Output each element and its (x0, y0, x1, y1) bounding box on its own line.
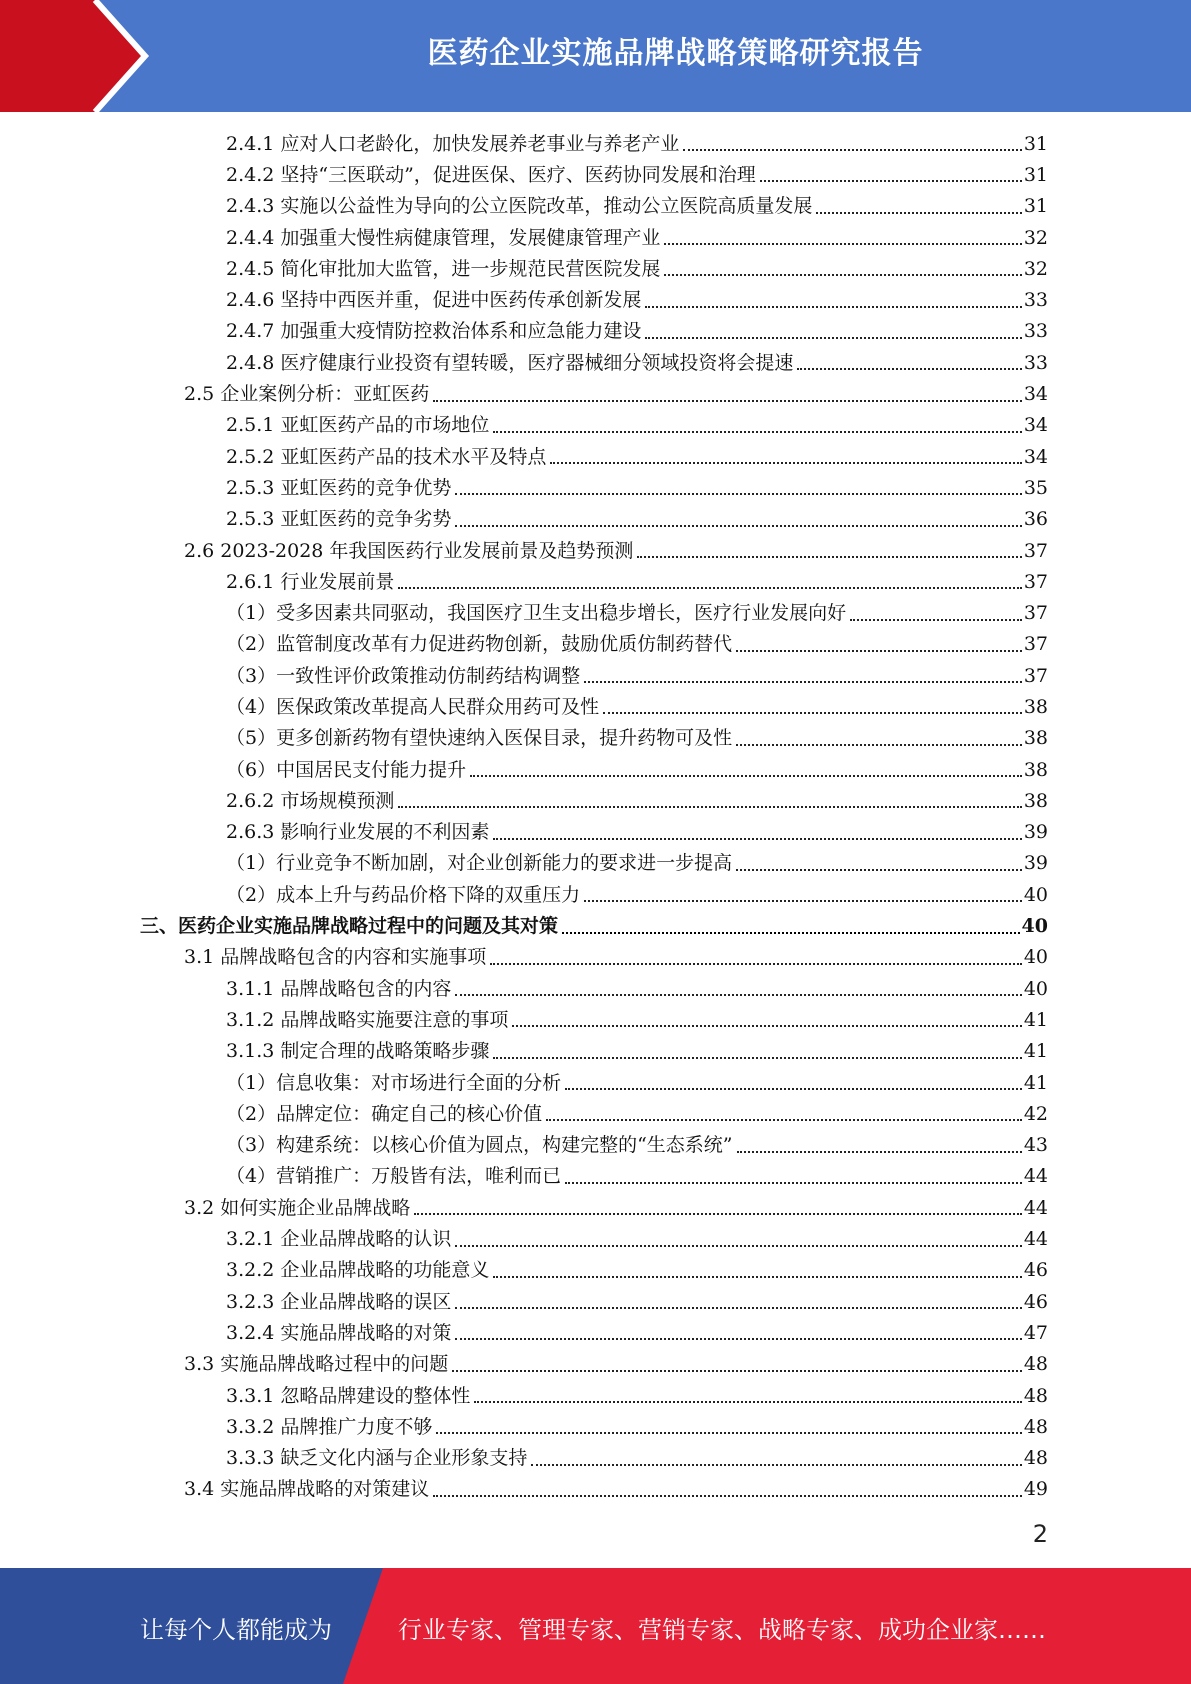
footer-slogan-right: 行业专家、管理专家、营销专家、战略专家、成功企业家…… (398, 1616, 1046, 1644)
toc-entry[interactable] (140, 1098, 1048, 1129)
toc-entry-page: 37 (1023, 664, 1048, 687)
toc-dot-leader (664, 242, 1021, 245)
toc-entry-page: 42 (1023, 1102, 1048, 1125)
toc-entry[interactable] (140, 410, 1048, 441)
toc-dot-leader (493, 1275, 1021, 1278)
toc-entry-title: 3.1.1 品牌战略包含的内容 (226, 977, 452, 1000)
toc-entry[interactable] (140, 1004, 1048, 1035)
toc-dot-leader (736, 868, 1022, 871)
page-header (0, 0, 1191, 112)
toc-dot-leader (531, 1463, 1021, 1466)
header-red-arrow (0, 0, 145, 112)
toc-entry[interactable] (140, 723, 1048, 754)
toc-entry[interactable] (140, 1380, 1048, 1411)
toc-entry[interactable] (140, 1130, 1048, 1161)
toc-entry[interactable] (140, 629, 1048, 660)
toc-entry-title: （1）行业竞争不断加剧，对企业创新能力的要求进一步提高 (226, 852, 733, 875)
toc-entry-title: 3.2.1 企业品牌战略的认识 (226, 1228, 452, 1251)
toc-entry[interactable] (140, 535, 1048, 566)
table-of-contents (140, 128, 1048, 1505)
toc-entry-page: 40 (1023, 883, 1048, 906)
toc-entry[interactable] (140, 1442, 1048, 1473)
toc-entry[interactable] (140, 1036, 1048, 1067)
toc-entry-page: 37 (1023, 570, 1048, 593)
toc-entry[interactable] (140, 316, 1048, 347)
toc-dot-leader (664, 273, 1021, 276)
toc-dot-leader (816, 211, 1021, 214)
toc-dot-leader (584, 899, 1022, 902)
toc-dot-leader (850, 618, 1022, 621)
toc-entry-page: 38 (1023, 695, 1048, 718)
toc-entry-page: 37 (1023, 633, 1048, 656)
toc-entry-title: 3.2.4 实施品牌战略的对策 (226, 1321, 452, 1344)
toc-entry-page: 43 (1023, 1134, 1048, 1157)
toc-entry[interactable] (140, 879, 1048, 910)
toc-entry-title: （2）监管制度改革有力促进药物创新，鼓励优质仿制药替代 (226, 633, 733, 656)
toc-dot-leader (797, 367, 1021, 370)
toc-entry-title: 2.5 企业案例分析：亚虹医药 (184, 383, 430, 406)
toc-entry-title: 2.5.3 亚虹医药的竞争优势 (226, 476, 452, 499)
toc-entry-page: 37 (1023, 539, 1048, 562)
toc-entry-title: （4）医保政策改革提高人民群众用药可及性 (226, 695, 600, 718)
toc-entry[interactable] (140, 817, 1048, 848)
toc-dot-leader (565, 1181, 1022, 1184)
toc-entry-title: 2.6.1 行业发展前景 (226, 570, 395, 593)
toc-dot-leader (436, 1431, 1021, 1434)
toc-dot-leader (760, 179, 1022, 182)
toc-entry[interactable] (140, 1067, 1048, 1098)
toc-entry[interactable] (140, 785, 1048, 816)
toc-entry-page: 33 (1023, 320, 1048, 343)
toc-entry-title: 2.5.1 亚虹医药产品的市场地位 (226, 414, 490, 437)
toc-entry[interactable] (140, 504, 1048, 535)
toc-dot-leader (550, 461, 1021, 464)
toc-dot-leader (584, 680, 1022, 683)
toc-entry-title: 2.4.6 坚持中西医并重，促进中医药传承创新发展 (226, 289, 642, 312)
toc-entry-page: 38 (1023, 758, 1048, 781)
toc-entry-title: 3.3.3 缺乏文化内涵与企业形象支持 (226, 1447, 528, 1470)
toc-dot-leader (603, 711, 1022, 714)
toc-entry[interactable] (140, 910, 1048, 941)
toc-dot-leader (493, 837, 1021, 840)
toc-dot-leader (645, 305, 1021, 308)
toc-entry-title: 2.5.3 亚虹医药的竞争劣势 (226, 508, 452, 531)
toc-dot-leader (455, 1337, 1021, 1340)
toc-entry-page: 34 (1023, 383, 1048, 406)
footer-slogan-left: 让每个人都能成为 (140, 1616, 332, 1644)
toc-entry[interactable] (140, 1349, 1048, 1380)
toc-entry[interactable] (140, 597, 1048, 628)
toc-entry[interactable] (140, 754, 1048, 785)
toc-dot-leader (565, 1087, 1022, 1090)
toc-entry-title: 2.4.8 医疗健康行业投资有望转暖，医疗器械细分领域投资将会提速 (226, 351, 794, 374)
toc-entry-title: 三、医药企业实施品牌战略过程中的问题及其对策 (140, 915, 559, 938)
toc-entry-title: 2.4.1 应对人口老龄化，加快发展养老事业与养老产业 (226, 132, 680, 155)
toc-entry[interactable] (140, 1317, 1048, 1348)
toc-entry-page: 46 (1023, 1290, 1048, 1313)
toc-entry-page: 31 (1023, 163, 1048, 186)
toc-entry[interactable] (140, 691, 1048, 722)
toc-entry[interactable] (140, 472, 1048, 503)
toc-entry-page: 40 (1023, 946, 1048, 969)
toc-entry-title: （5）更多创新药物有望快速纳入医保目录，提升药物可及性 (226, 727, 733, 750)
toc-dot-leader (736, 649, 1022, 652)
toc-entry[interactable] (140, 347, 1048, 378)
toc-entry-page: 37 (1023, 602, 1048, 625)
toc-entry[interactable] (140, 222, 1048, 253)
toc-entry-page: 39 (1023, 852, 1048, 875)
toc-entry-page: 48 (1023, 1353, 1048, 1376)
toc-entry-title: 2.4.7 加强重大疫情防控救治体系和应急能力建设 (226, 320, 642, 343)
toc-entry-page: 44 (1023, 1165, 1048, 1188)
toc-dot-leader (512, 1024, 1021, 1027)
toc-entry-title: 3.1.2 品牌战略实施要注意的事项 (226, 1008, 509, 1031)
toc-entry-title: 3.1 品牌战略包含的内容和实施事项 (184, 946, 487, 969)
toc-entry-title: 3.3.1 忽略品牌建设的整体性 (226, 1384, 471, 1407)
toc-dot-leader (455, 1244, 1021, 1247)
toc-entry[interactable] (140, 848, 1048, 879)
toc-entry[interactable] (140, 1192, 1048, 1223)
toc-entry-title: 3.2.2 企业品牌战略的功能意义 (226, 1259, 490, 1282)
toc-entry-page: 38 (1023, 789, 1048, 812)
toc-dot-leader (455, 993, 1021, 996)
toc-dot-leader (546, 1118, 1022, 1121)
toc-dot-leader (452, 1369, 1022, 1372)
toc-dot-leader (433, 399, 1022, 402)
toc-entry[interactable] (140, 1161, 1048, 1192)
toc-entry[interactable] (140, 942, 1048, 973)
toc-entry[interactable] (140, 1223, 1048, 1254)
toc-dot-leader (737, 1150, 1022, 1153)
toc-entry-page: 31 (1023, 132, 1048, 155)
toc-entry-title: 3.2 如何实施企业品牌战略 (184, 1196, 411, 1219)
toc-entry[interactable] (140, 441, 1048, 472)
toc-entry-page: 34 (1023, 445, 1048, 468)
toc-entry-page: 44 (1023, 1228, 1048, 1251)
toc-dot-leader (493, 430, 1021, 433)
page-footer (0, 1568, 1191, 1684)
toc-entry-page: 33 (1023, 289, 1048, 312)
toc-entry-title: 3.1.3 制定合理的战略策略步骤 (226, 1040, 490, 1063)
toc-entry-page: 48 (1023, 1415, 1048, 1438)
toc-entry-page: 44 (1023, 1196, 1048, 1219)
toc-entry-title: （2）品牌定位：确定自己的核心价值 (226, 1102, 543, 1125)
toc-dot-leader (470, 774, 1022, 777)
toc-entry[interactable] (140, 1474, 1048, 1505)
toc-dot-leader (562, 931, 1020, 934)
toc-dot-leader (414, 1212, 1022, 1215)
toc-entry-title: 3.3.2 品牌推广力度不够 (226, 1415, 433, 1438)
toc-dot-leader (433, 1494, 1022, 1497)
page-number: 2 (1032, 1520, 1048, 1548)
toc-entry[interactable] (140, 1411, 1048, 1442)
toc-dot-leader (455, 492, 1021, 495)
toc-entry-page: 36 (1023, 508, 1048, 531)
toc-entry-page: 41 (1023, 1071, 1048, 1094)
toc-entry[interactable] (140, 1286, 1048, 1317)
toc-entry-page: 46 (1023, 1259, 1048, 1282)
toc-entry[interactable] (140, 1255, 1048, 1286)
toc-entry-title: 3.4 实施品牌战略的对策建议 (184, 1478, 430, 1501)
toc-entry-title: 2.6.2 市场规模预测 (226, 789, 395, 812)
toc-entry[interactable] (140, 566, 1048, 597)
toc-entry-page: 39 (1023, 821, 1048, 844)
toc-entry[interactable] (140, 284, 1048, 315)
toc-entry[interactable] (140, 660, 1048, 691)
toc-entry-title: 2.6 2023-2028 年我国医药行业发展前景及趋势预测 (184, 539, 634, 562)
toc-entry-page: 40 (1023, 977, 1048, 1000)
toc-dot-leader (455, 1306, 1021, 1309)
toc-dot-leader (683, 148, 1021, 151)
toc-entry-page: 32 (1023, 257, 1048, 280)
toc-entry-title: （4）营销推广：万般皆有法，唯利而已 (226, 1165, 562, 1188)
toc-dot-leader (645, 336, 1021, 339)
toc-entry[interactable] (140, 159, 1048, 190)
toc-dot-leader (474, 1400, 1021, 1403)
toc-entry[interactable] (140, 191, 1048, 222)
toc-entry-page: 31 (1023, 195, 1048, 218)
toc-entry-title: （3）一致性评价政策推动仿制药结构调整 (226, 664, 581, 687)
toc-entry-title: （1）受多因素共同驱动，我国医疗卫生支出稳步增长，医疗行业发展向好 (226, 602, 847, 625)
toc-dot-leader (637, 555, 1021, 558)
toc-dot-leader (398, 805, 1021, 808)
toc-entry-page: 41 (1023, 1008, 1048, 1031)
toc-entry-page: 47 (1023, 1321, 1048, 1344)
toc-entry-page: 41 (1023, 1040, 1048, 1063)
toc-entry-page: 32 (1023, 226, 1048, 249)
toc-entry-page: 48 (1023, 1384, 1048, 1407)
toc-entry-title: （3）构建系统：以核心价值为圆点，构建完整的“生态系统” (226, 1134, 733, 1157)
toc-entry-title: 2.4.3 实施以公益性为导向的公立医院改革，推动公立医院高质量发展 (226, 195, 813, 218)
toc-dot-leader (455, 524, 1021, 527)
toc-entry-title: （1）信息收集：对市场进行全面的分析 (226, 1071, 562, 1094)
toc-entry-page: 40 (1021, 915, 1048, 938)
document-title: 医药企业实施品牌战略策略研究报告 (427, 36, 924, 71)
toc-entry-page: 34 (1023, 414, 1048, 437)
toc-entry-title: 3.3 实施品牌战略过程中的问题 (184, 1353, 449, 1376)
toc-dot-leader (398, 586, 1021, 589)
toc-dot-leader (490, 962, 1022, 965)
toc-entry-title: 2.4.2 坚持“三医联动”，促进医保、医疗、医药协同发展和治理 (226, 163, 756, 186)
toc-entry-title: 2.4.4 加强重大慢性病健康管理，发展健康管理产业 (226, 226, 661, 249)
toc-entry-title: （6）中国居民支付能力提升 (226, 758, 467, 781)
toc-entry-title: 2.5.2 亚虹医药产品的技术水平及特点 (226, 445, 547, 468)
toc-entry[interactable] (140, 973, 1048, 1004)
toc-entry[interactable] (140, 253, 1048, 284)
toc-entry-page: 38 (1023, 727, 1048, 750)
toc-entry-title: （2）成本上升与药品价格下降的双重压力 (226, 883, 581, 906)
toc-entry[interactable] (140, 128, 1048, 159)
toc-entry-page: 49 (1023, 1478, 1048, 1501)
toc-entry[interactable] (140, 378, 1048, 409)
toc-entry-title: 2.6.3 影响行业发展的不利因素 (226, 821, 490, 844)
toc-entry-page: 35 (1023, 476, 1048, 499)
toc-entry-page: 33 (1023, 351, 1048, 374)
toc-dot-leader (736, 743, 1022, 746)
toc-dot-leader (493, 1056, 1021, 1059)
toc-entry-page: 48 (1023, 1447, 1048, 1470)
toc-entry-title: 3.2.3 企业品牌战略的误区 (226, 1290, 452, 1313)
toc-entry-title: 2.4.5 简化审批加大监管，进一步规范民营医院发展 (226, 257, 661, 280)
